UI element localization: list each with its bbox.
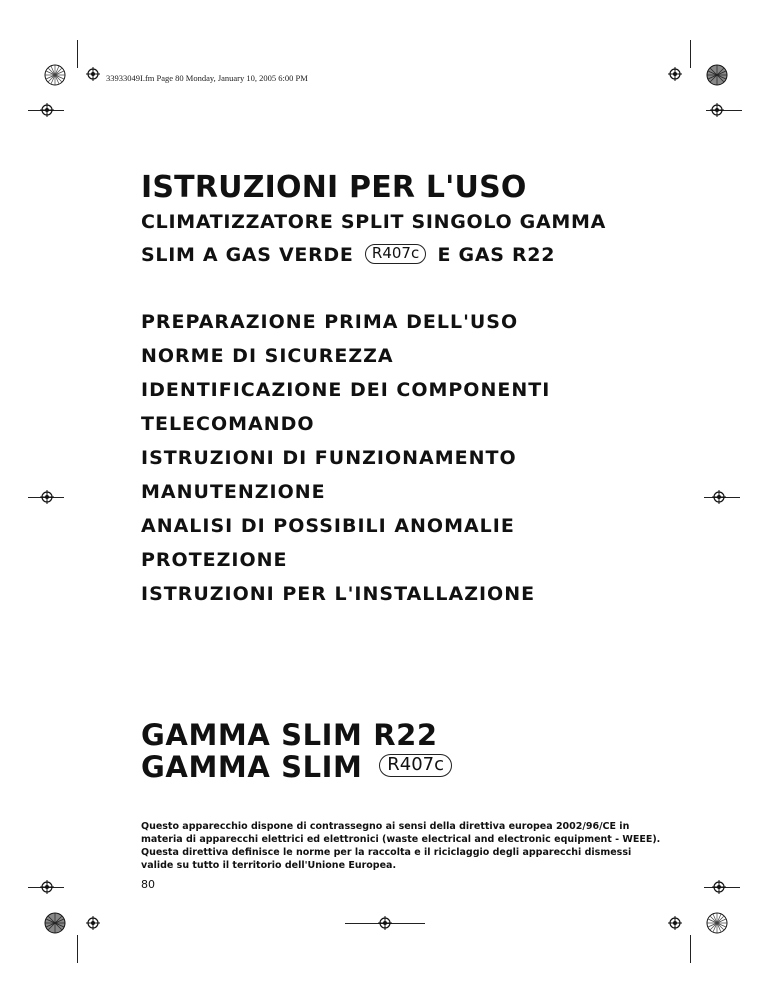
contents-item: PREPARAZIONE PRIMA DELL'USO xyxy=(141,311,519,333)
range-line-1: GAMMA SLIM R22 xyxy=(141,718,438,752)
registration-crosshair-icon xyxy=(40,103,54,117)
subtitle-line-2-prefix: SLIM A GAS VERDE xyxy=(141,244,354,266)
contents-item: ISTRUZIONI PER L'INSTALLAZIONE xyxy=(141,583,536,605)
contents-item: MANUTENZIONE xyxy=(141,481,326,503)
crop-line xyxy=(690,935,691,963)
registration-rosette-icon xyxy=(706,912,728,934)
file-info-header: 33933049I.fm Page 80 Monday, January 10, 2005 6:00 PM xyxy=(106,73,308,83)
registration-crosshair-icon xyxy=(712,490,726,504)
registration-rosette-icon xyxy=(44,912,66,934)
crop-line xyxy=(77,935,78,963)
contents-item: PROTEZIONE xyxy=(141,549,288,571)
contents-item: IDENTIFICAZIONE DEI COMPONENTI xyxy=(141,379,551,401)
range-line-2-text: GAMMA SLIM xyxy=(141,750,363,784)
refrigerant-badge: R407c xyxy=(365,244,426,264)
page-number: 80 xyxy=(141,878,155,891)
subtitle-line-2-suffix: E GAS R22 xyxy=(437,244,556,266)
subtitle-line-1: CLIMATIZZATORE SPLIT SINGOLO GAMMA xyxy=(141,211,606,233)
registration-crosshair-icon xyxy=(378,916,392,930)
refrigerant-badge: R407c xyxy=(379,754,452,777)
registration-crosshair-icon xyxy=(712,880,726,894)
registration-crosshair-icon xyxy=(668,916,682,930)
registration-rosette-icon xyxy=(44,64,66,86)
contents-item: NORME DI SICUREZZA xyxy=(141,345,394,367)
crop-line xyxy=(690,40,691,68)
registration-crosshair-icon xyxy=(86,916,100,930)
registration-rosette-icon xyxy=(706,64,728,86)
registration-crosshair-icon xyxy=(668,67,682,81)
range-line-2 xyxy=(141,750,452,784)
weee-notice: Questo apparecchio dispone di contrassegno ai sensi della direttiva europea 2002/96/CE in materia di apparecchi elettrici ed elettronici (waste electrical and electronic equipment - WEEE). Questa direttiva definisce le norme per la raccolta e il riciclaggio degli apparecchi dismessi valide su tutto il territorio dell'Unione Europea. xyxy=(141,821,661,871)
contents-item: ANALISI DI POSSIBILI ANOMALIE xyxy=(141,515,515,537)
page-title: ISTRUZIONI PER L'USO xyxy=(141,170,527,205)
subtitle-line-2 xyxy=(141,244,555,266)
contents-item: TELECOMANDO xyxy=(141,413,315,435)
registration-crosshair-icon xyxy=(40,490,54,504)
registration-crosshair-icon xyxy=(40,880,54,894)
contents-list xyxy=(141,305,550,611)
contents-item: ISTRUZIONI DI FUNZIONAMENTO xyxy=(141,447,517,469)
crop-line xyxy=(77,40,78,68)
registration-crosshair-icon xyxy=(710,103,724,117)
registration-crosshair-icon xyxy=(86,67,100,81)
